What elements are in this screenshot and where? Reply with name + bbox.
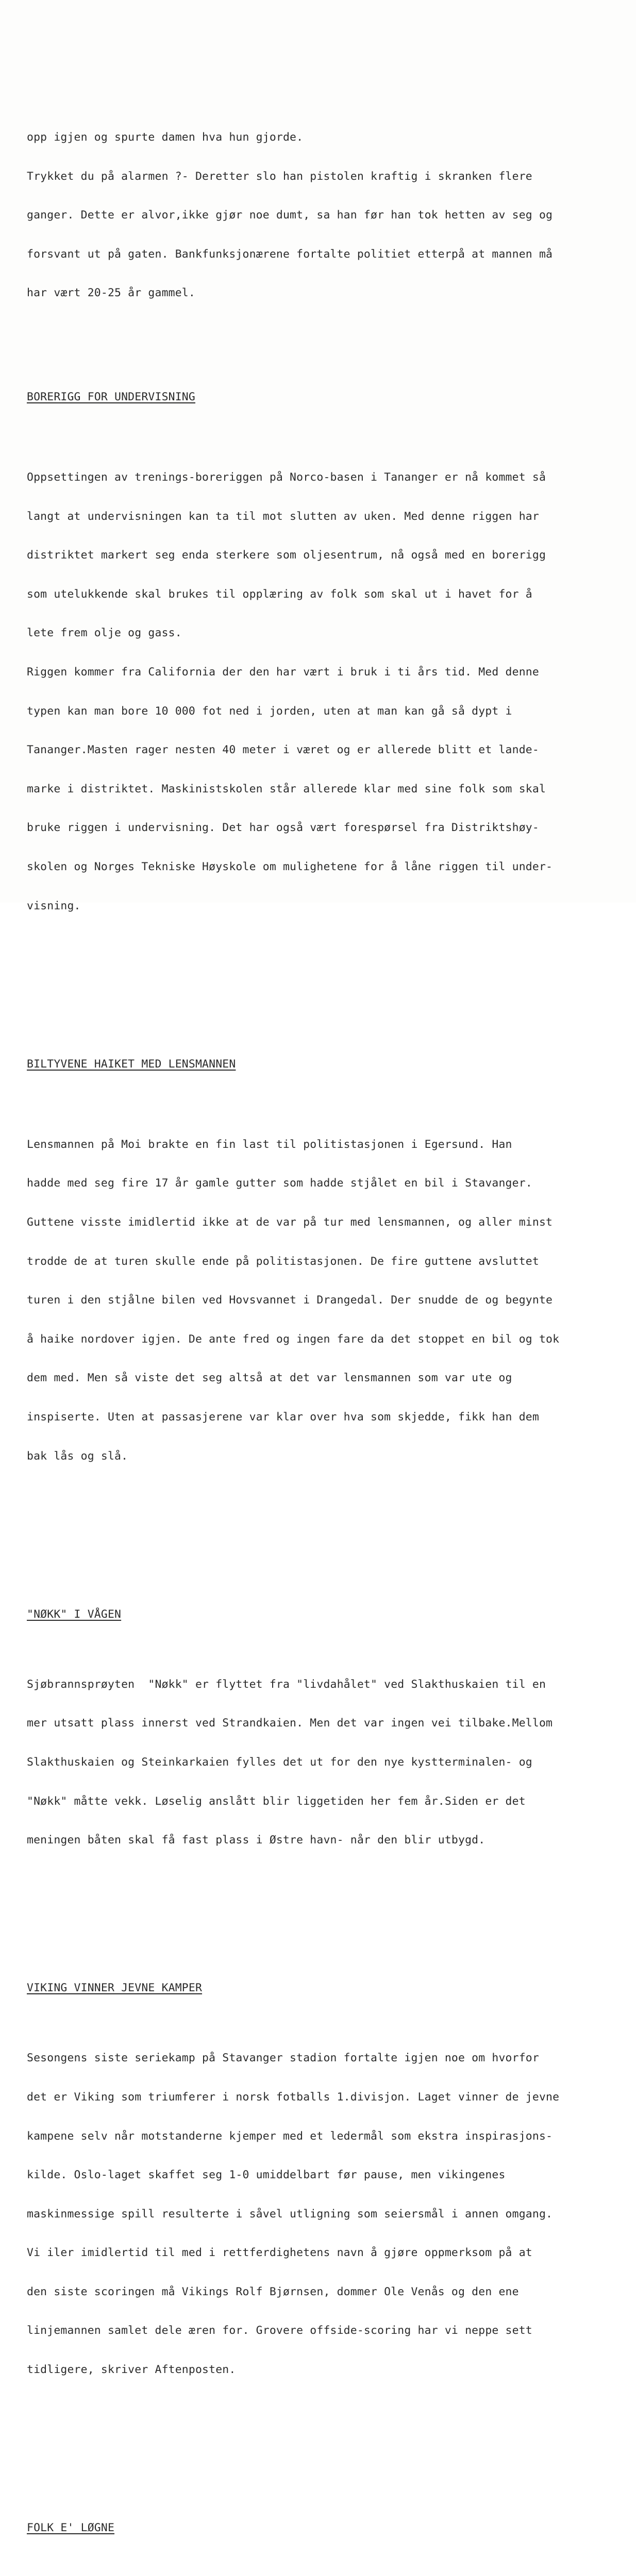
text-line: Trykket du på alarmen ?- Deretter slo han pistolen kraftig i skranken flere <box>27 170 532 183</box>
text-line: har vært 20-25 år gammel. <box>27 286 195 300</box>
text-line: forsvant ut på gaten. Bankfunksjonærene fortalte politiet etterpå at mannen må <box>27 247 553 261</box>
text-line: tidligere, skriver Aftenposten. <box>27 2363 236 2377</box>
text-line: langt at undervisningen kan ta til mot slutten av uken. Med denne riggen har <box>27 510 539 523</box>
article-folk <box>27 2496 635 2576</box>
text-line: lete frem olje og gass. <box>27 626 182 640</box>
text-line: bak lås og slå. <box>27 1449 128 1463</box>
article-nokk <box>27 1582 635 1872</box>
article-biltyvene <box>27 1031 635 1488</box>
text-line: som utelukkende skal brukes til opplæring av folk som skal ut i havet for å <box>27 587 532 601</box>
article-heading: VIKING VINNER JEVNE KAMPER <box>27 1981 203 1995</box>
text-line: linjemannen samlet dele æren for. Grovere offside-scoring har vi neppe sett <box>27 2324 532 2337</box>
text-line: Vi iler imidlertid til med i rettferdighetens navn å gjøre oppmerksom på at <box>27 2246 532 2260</box>
text-line: dem med. Men så viste det seg altså at det var lensmannen som var ute og <box>27 1371 512 1385</box>
text-line: Tananger.Masten rager nesten 40 meter i været og er allerede blitt et lande- <box>27 743 539 757</box>
text-line: kampene selv når motstanderne kjemper med et ledermål som ekstra inspirasjons- <box>27 2129 553 2143</box>
text-line: visning. <box>27 899 81 912</box>
text-line: Sesongens siste seriekamp på Stavanger stadion fortalte igjen noe om hvorfor <box>27 2052 539 2065</box>
article-borerigg <box>27 365 635 939</box>
text-line: det er Viking som triumferer i norsk fotballs 1.divisjon. Laget vinner de jevne <box>27 2090 560 2104</box>
text-line: den siste scoringen må Vikings Rolf Bjørnsen, dommer Ole Venås og den ene <box>27 2285 519 2298</box>
intro-paragraph <box>27 105 635 326</box>
text-line: Lensmannen på Moi brakte en fin last til politistasjonen i Egersund. Han <box>27 1138 512 1151</box>
text-line: ganger. Dette er alvor,ikke gjør noe dumt, sa han før han tok hetten av seg og <box>27 209 553 222</box>
text-line: mer utsatt plass innerst ved Strandkaien. Men det var ingen vei tilbake.Mellom <box>27 1717 553 1730</box>
article-heading: BORERIGG FOR UNDERVISNING <box>27 391 195 403</box>
article-heading: BILTYVENE HAIKET MED LENSMANNEN <box>27 1057 236 1071</box>
text-line: distriktet markert seg enda sterkere som oljesentrum, nå også med en borerigg <box>27 549 546 562</box>
text-line: kilde. Oslo-laget skaffet seg 1-0 umiddelbart før pause, men vikingenes <box>27 2168 506 2182</box>
text-line: Sjøbrannsprøyten "Nøkk" er flyttet fra "livdahålet" ved Slakthuskaien til en <box>27 1677 546 1691</box>
text-line: Slakthuskaien og Steinkarkaien fylles det ut for den nye kystterminalen- og <box>27 1755 532 1769</box>
text-line: Riggen kommer fra California der den har vært i bruk i ti års tid. Med denne <box>27 665 539 679</box>
article-viking <box>27 1956 635 2402</box>
text-line: "Nøkk" måtte vekk. Løselig anslått blir liggetiden her fem år.Siden er det <box>27 1794 526 1808</box>
text-line: opp igjen og spurte damen hva hun gjorde. <box>27 131 304 144</box>
text-line: bruke riggen i undervisning. Det har også vært forespørsel fra Distriktshøy- <box>27 821 539 835</box>
text-line: meningen båten skal få fast plass i Østre havn- når den blir utbygd. <box>27 1834 486 1847</box>
text-line: å haike nordover igjen. De ante fred og ingen fare da det stoppet en bil og tok <box>27 1332 560 1346</box>
text-line: turen i den stjålne bilen ved Hovsvannet i Drangedal. Der snudde de og begynte <box>27 1294 553 1307</box>
text-line: marke i distriktet. Maskinistskolen står allerede klar med sine folk som skal <box>27 782 546 795</box>
text-line: trodde de at turen skulle ende på politistasjonen. De fire guttene avsluttet <box>27 1255 539 1268</box>
article-heading: FOLK E' LØGNE <box>27 2521 115 2535</box>
text-line: inspiserte. Uten at passasjerene var klar over hva som skjedde, fikk han dem <box>27 1410 539 1423</box>
text-line: hadde med seg fire 17 år gamle gutter som hadde stjålet en bil i Stavanger. <box>27 1177 532 1190</box>
text-line: Guttene visste imidlertid ikke at de var på tur med lensmannen, og aller minst <box>27 1215 553 1229</box>
text-line: skolen og Norges Tekniske Høyskole om mulighetene for å låne riggen til under- <box>27 860 553 873</box>
text-line: Oppsettingen av trenings-boreriggen på Norco-basen i Tananger er nå kommet så <box>27 471 546 484</box>
typewritten-text-column <box>27 66 635 2576</box>
article-heading: "NØKK" I VÅGEN <box>27 1607 122 1621</box>
text-line: typen kan man bore 10 000 fot ned i jorden, uten at man kan gå så dypt i <box>27 704 512 718</box>
text-line: maskinmessige spill resulterte i såvel utligning som seiersmål i annen omgang. <box>27 2207 553 2221</box>
